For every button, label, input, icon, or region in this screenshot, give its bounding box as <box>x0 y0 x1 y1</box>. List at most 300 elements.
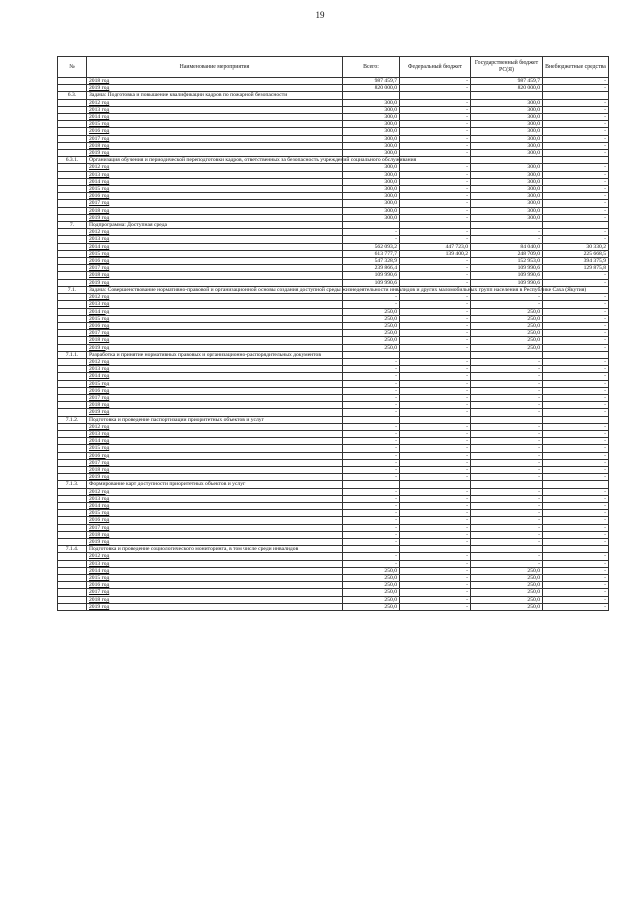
row-number <box>58 330 87 337</box>
table-header-row <box>58 57 609 78</box>
cell-total: - <box>343 438 400 445</box>
row-year: 2016 год <box>87 582 343 589</box>
row-year: 2019 год <box>87 344 343 351</box>
cell-total <box>343 416 400 423</box>
row-number <box>58 344 87 351</box>
cell-extrabudget: - <box>543 308 609 315</box>
cell-federal: - <box>400 567 471 574</box>
row-year: 2014 год <box>87 308 343 315</box>
row-year: 2012 год <box>87 164 343 171</box>
cell-total: 109 990,6 <box>343 279 400 286</box>
table-section-row <box>58 222 609 229</box>
cell-extrabudget: - <box>543 582 609 589</box>
row-year: 2015 год <box>87 380 343 387</box>
cell-state: - <box>471 539 543 546</box>
cell-extrabudget: - <box>543 186 609 193</box>
cell-state: - <box>471 466 543 473</box>
row-number <box>58 560 87 567</box>
cell-state: - <box>471 294 543 301</box>
table-row <box>58 128 609 135</box>
cell-state: 250,0 <box>471 330 543 337</box>
header-federal: Федеральный бюджет <box>400 57 471 78</box>
cell-state: 250,0 <box>471 337 543 344</box>
cell-federal: - <box>400 150 471 157</box>
row-year: 2014 год <box>87 114 343 121</box>
row-number <box>58 589 87 596</box>
row-number <box>58 567 87 574</box>
cell-federal: - <box>400 358 471 365</box>
row-year: 2019 год <box>87 150 343 157</box>
row-year: 2013 год <box>87 171 343 178</box>
row-year: 2014 год <box>87 243 343 250</box>
cell-total: 250,0 <box>343 344 400 351</box>
table-row <box>58 330 609 337</box>
table-row <box>58 135 609 142</box>
cell-total <box>343 92 400 99</box>
row-number <box>58 380 87 387</box>
cell-extrabudget: - <box>543 164 609 171</box>
row-number <box>58 582 87 589</box>
row-number <box>58 466 87 473</box>
table-row <box>58 589 609 596</box>
cell-total: 250,0 <box>343 575 400 582</box>
cell-extrabudget: - <box>543 575 609 582</box>
cell-total: 547 328,9 <box>343 258 400 265</box>
row-title: Подготовка и проведение социологического мониторинга, в том числе среди инвалидов <box>87 546 343 553</box>
cell-total: 250,0 <box>343 589 400 596</box>
cell-extrabudget: 129 875,8 <box>543 265 609 272</box>
cell-federal: - <box>400 114 471 121</box>
cell-extrabudget: - <box>543 459 609 466</box>
cell-state: 300,0 <box>471 200 543 207</box>
cell-extrabudget: - <box>543 380 609 387</box>
row-year: 2019 год <box>87 214 343 221</box>
row-number <box>58 524 87 531</box>
cell-federal: - <box>400 200 471 207</box>
row-year: 2013 год <box>87 301 343 308</box>
cell-federal: - <box>400 344 471 351</box>
row-number <box>58 207 87 214</box>
row-number <box>58 150 87 157</box>
row-year: 2019 год <box>87 85 343 92</box>
cell-federal: - <box>400 366 471 373</box>
cell-total: 250,0 <box>343 567 400 574</box>
cell-total: 300,0 <box>343 207 400 214</box>
row-year: 2017 год <box>87 394 343 401</box>
cell-federal: - <box>400 445 471 452</box>
cell-state: 300,0 <box>471 164 543 171</box>
cell-extrabudget: - <box>543 560 609 567</box>
cell-federal: - <box>400 258 471 265</box>
row-number <box>58 531 87 538</box>
cell-state: - <box>471 402 543 409</box>
cell-extrabudget: 394 375,9 <box>543 258 609 265</box>
table-row <box>58 488 609 495</box>
cell-federal: - <box>400 402 471 409</box>
cell-extrabudget: - <box>543 99 609 106</box>
cell-state: 250,0 <box>471 575 543 582</box>
row-number <box>58 294 87 301</box>
table-body <box>58 78 609 611</box>
cell-extrabudget: - <box>543 402 609 409</box>
cell-state: 300,0 <box>471 214 543 221</box>
row-number <box>58 510 87 517</box>
row-number <box>58 430 87 437</box>
cell-total <box>343 222 400 229</box>
cell-total: - <box>343 495 400 502</box>
row-year: 2012 год <box>87 488 343 495</box>
cell-state: - <box>471 373 543 380</box>
cell-total: - <box>343 524 400 531</box>
cell-extrabudget: - <box>543 121 609 128</box>
cell-federal: - <box>400 495 471 502</box>
cell-extrabudget <box>543 546 609 553</box>
cell-total: 250,0 <box>343 582 400 589</box>
cell-federal: - <box>400 596 471 603</box>
cell-total: 300,0 <box>343 200 400 207</box>
cell-federal: - <box>400 294 471 301</box>
row-number <box>58 258 87 265</box>
row-number <box>58 99 87 106</box>
cell-total: 300,0 <box>343 171 400 178</box>
cell-federal: - <box>400 539 471 546</box>
row-year: 2015 год <box>87 121 343 128</box>
cell-federal: - <box>400 128 471 135</box>
cell-federal: - <box>400 502 471 509</box>
row-number <box>58 200 87 207</box>
table-row <box>58 186 609 193</box>
cell-federal: - <box>400 164 471 171</box>
cell-state <box>471 481 543 488</box>
cell-extrabudget: - <box>543 330 609 337</box>
cell-extrabudget: - <box>543 135 609 142</box>
row-number: 7.1.1. <box>58 351 87 358</box>
cell-total: - <box>343 373 400 380</box>
cell-total: - <box>343 539 400 546</box>
cell-state: 250,0 <box>471 322 543 329</box>
cell-extrabudget: - <box>543 294 609 301</box>
row-year: 2018 год <box>87 402 343 409</box>
cell-state: 84 040,0 <box>471 243 543 250</box>
table-row <box>58 510 609 517</box>
cell-state: 300,0 <box>471 114 543 121</box>
cell-federal: - <box>400 438 471 445</box>
row-year: 2018 год <box>87 78 343 85</box>
cell-extrabudget: - <box>543 315 609 322</box>
cell-federal: - <box>400 207 471 214</box>
table-row <box>58 121 609 128</box>
cell-total: 300,0 <box>343 214 400 221</box>
cell-federal: - <box>400 380 471 387</box>
cell-extrabudget: - <box>543 301 609 308</box>
table-row <box>58 380 609 387</box>
row-number <box>58 85 87 92</box>
cell-total: - <box>343 488 400 495</box>
cell-state: - <box>471 510 543 517</box>
cell-total: - <box>343 394 400 401</box>
header-number: № <box>58 57 87 78</box>
row-number <box>58 387 87 394</box>
cell-total: 300,0 <box>343 186 400 193</box>
cell-federal: - <box>400 315 471 322</box>
row-number <box>58 337 87 344</box>
cell-state: 820 000,0 <box>471 85 543 92</box>
cell-extrabudget: - <box>543 387 609 394</box>
table-row <box>58 366 609 373</box>
table-row <box>58 409 609 416</box>
table-row <box>58 394 609 401</box>
cell-total: - <box>343 358 400 365</box>
cell-state: 109 990,6 <box>471 272 543 279</box>
cell-state <box>471 222 543 229</box>
cell-total: 820 000,0 <box>343 85 400 92</box>
row-number <box>58 394 87 401</box>
table-row <box>58 466 609 473</box>
row-number: 7. <box>58 222 87 229</box>
cell-federal: - <box>400 142 471 149</box>
row-number <box>58 402 87 409</box>
table-row <box>58 474 609 481</box>
cell-extrabudget: - <box>543 452 609 459</box>
row-number <box>58 445 87 452</box>
row-number: 6.3. <box>58 92 87 99</box>
table-row <box>58 596 609 603</box>
cell-federal: - <box>400 236 471 243</box>
table-row <box>58 207 609 214</box>
cell-total: - <box>343 459 400 466</box>
cell-extrabudget: 225 668,5 <box>543 250 609 257</box>
table-row <box>58 524 609 531</box>
cell-total: 239 866,4 <box>343 265 400 272</box>
cell-extrabudget: - <box>543 409 609 416</box>
row-number <box>58 236 87 243</box>
table-row <box>58 567 609 574</box>
row-number: 7.1.2. <box>58 416 87 423</box>
table-row <box>58 142 609 149</box>
table-row <box>58 344 609 351</box>
cell-federal: - <box>400 99 471 106</box>
header-state: Государственный бюджет РС(Я) <box>471 57 543 78</box>
cell-extrabudget: - <box>543 366 609 373</box>
cell-total: 300,0 <box>343 142 400 149</box>
cell-federal: - <box>400 474 471 481</box>
row-number <box>58 186 87 193</box>
row-title: Организация обучения и периодической переподготовки кадров, ответственных за безопасность учреждений социального обслуживания <box>87 157 343 164</box>
cell-state: - <box>471 488 543 495</box>
cell-federal: - <box>400 301 471 308</box>
cell-total: - <box>343 466 400 473</box>
row-year: 2017 год <box>87 524 343 531</box>
table-section-row <box>58 157 609 164</box>
cell-total: 300,0 <box>343 106 400 113</box>
row-number <box>58 164 87 171</box>
cell-state <box>471 92 543 99</box>
cell-extrabudget <box>543 416 609 423</box>
cell-state: 300,0 <box>471 142 543 149</box>
row-number <box>58 171 87 178</box>
cell-state: 300,0 <box>471 99 543 106</box>
cell-state: 250,0 <box>471 344 543 351</box>
row-title: Задача: Совершенствование нормативно-правовой и организационной основы создания доступной среды жизнедеятельности инвалидов и других маломобильных групп населения в Республике Саха (Якутия) <box>87 286 343 293</box>
row-year: 2017 год <box>87 200 343 207</box>
cell-extrabudget: - <box>543 322 609 329</box>
row-number <box>58 121 87 128</box>
table-row <box>58 114 609 121</box>
cell-state: - <box>471 502 543 509</box>
cell-total: - <box>343 531 400 538</box>
table-row <box>58 575 609 582</box>
cell-state: 250,0 <box>471 308 543 315</box>
cell-extrabudget: - <box>543 236 609 243</box>
cell-federal: - <box>400 459 471 466</box>
header-total: Всего: <box>343 57 400 78</box>
header-extrabudget: Внебюджетные средства <box>543 57 609 78</box>
table-row <box>58 236 609 243</box>
row-year: 2018 год <box>87 466 343 473</box>
row-number <box>58 193 87 200</box>
row-year: 2017 год <box>87 459 343 466</box>
cell-federal: 447 723,0 <box>400 243 471 250</box>
row-year: 2015 год <box>87 315 343 322</box>
cell-state: - <box>471 423 543 430</box>
row-year: 2014 год <box>87 567 343 574</box>
table-row <box>58 531 609 538</box>
row-year: 2018 год <box>87 207 343 214</box>
budget-table <box>57 56 609 611</box>
cell-total: 300,0 <box>343 164 400 171</box>
cell-state: - <box>471 474 543 481</box>
table-row <box>58 459 609 466</box>
cell-total: 300,0 <box>343 114 400 121</box>
row-number <box>58 265 87 272</box>
cell-total: - <box>343 502 400 509</box>
cell-federal: - <box>400 430 471 437</box>
cell-extrabudget: - <box>543 553 609 560</box>
row-year: 2015 год <box>87 575 343 582</box>
cell-total: - <box>343 409 400 416</box>
row-number <box>58 135 87 142</box>
cell-extrabudget <box>543 157 609 164</box>
cell-extrabudget: - <box>543 193 609 200</box>
row-number <box>58 214 87 221</box>
cell-federal: - <box>400 582 471 589</box>
row-year: 2015 год <box>87 250 343 257</box>
cell-extrabudget: - <box>543 150 609 157</box>
table-row <box>58 517 609 524</box>
table-section-row <box>58 546 609 553</box>
cell-extrabudget: - <box>543 430 609 437</box>
table-row <box>58 279 609 286</box>
cell-federal: - <box>400 589 471 596</box>
row-number <box>58 178 87 185</box>
cell-state <box>471 416 543 423</box>
cell-state: - <box>471 553 543 560</box>
cell-federal: - <box>400 575 471 582</box>
row-number <box>58 114 87 121</box>
cell-extrabudget: - <box>543 445 609 452</box>
row-title: Подготовка и проведение паспортизации приоритетных объектов и услуг <box>87 416 343 423</box>
row-year: 2012 год <box>87 229 343 236</box>
table-row <box>58 229 609 236</box>
row-number <box>58 229 87 236</box>
cell-extrabudget: - <box>543 142 609 149</box>
cell-total: 300,0 <box>343 193 400 200</box>
row-number <box>58 495 87 502</box>
table-row <box>58 243 609 250</box>
cell-total: 300,0 <box>343 99 400 106</box>
cell-state: - <box>471 524 543 531</box>
cell-total: - <box>343 560 400 567</box>
cell-extrabudget: - <box>543 114 609 121</box>
cell-extrabudget: - <box>543 85 609 92</box>
table-row <box>58 452 609 459</box>
cell-extrabudget: - <box>543 200 609 207</box>
cell-state: - <box>471 366 543 373</box>
cell-state: - <box>471 236 543 243</box>
cell-state: - <box>471 387 543 394</box>
row-year: 2019 год <box>87 279 343 286</box>
cell-total: - <box>343 294 400 301</box>
cell-federal: - <box>400 214 471 221</box>
cell-federal: - <box>400 308 471 315</box>
cell-extrabudget: - <box>543 178 609 185</box>
table-row <box>58 337 609 344</box>
cell-federal: - <box>400 409 471 416</box>
cell-state: 300,0 <box>471 150 543 157</box>
cell-total: 250,0 <box>343 603 400 610</box>
cell-state: 300,0 <box>471 121 543 128</box>
table-row <box>58 272 609 279</box>
cell-extrabudget: - <box>543 423 609 430</box>
table-row <box>58 495 609 502</box>
row-number <box>58 128 87 135</box>
row-number <box>58 452 87 459</box>
row-year: 2016 год <box>87 258 343 265</box>
cell-extrabudget: - <box>543 539 609 546</box>
row-year: 2016 год <box>87 193 343 200</box>
cell-federal: - <box>400 394 471 401</box>
cell-extrabudget: - <box>543 596 609 603</box>
row-number <box>58 474 87 481</box>
row-number <box>58 78 87 85</box>
row-year: 2015 год <box>87 510 343 517</box>
cell-federal: - <box>400 193 471 200</box>
cell-total <box>343 546 400 553</box>
cell-total: - <box>343 517 400 524</box>
cell-federal: - <box>400 171 471 178</box>
table-section-row <box>58 351 609 358</box>
cell-extrabudget: - <box>543 466 609 473</box>
cell-state <box>471 157 543 164</box>
cell-state: - <box>471 452 543 459</box>
cell-total: 250,0 <box>343 337 400 344</box>
row-number: 7.1.4. <box>58 546 87 553</box>
table-row <box>58 265 609 272</box>
cell-extrabudget <box>543 92 609 99</box>
row-year: 2014 год <box>87 178 343 185</box>
header-name: Наименование мероприятия <box>87 57 343 78</box>
cell-federal: - <box>400 524 471 531</box>
cell-federal: - <box>400 517 471 524</box>
cell-federal: - <box>400 279 471 286</box>
row-number <box>58 409 87 416</box>
row-year: 2017 год <box>87 135 343 142</box>
cell-extrabudget: - <box>543 394 609 401</box>
cell-extrabudget <box>543 351 609 358</box>
row-year: 2016 год <box>87 452 343 459</box>
table-row <box>58 539 609 546</box>
cell-federal: - <box>400 135 471 142</box>
